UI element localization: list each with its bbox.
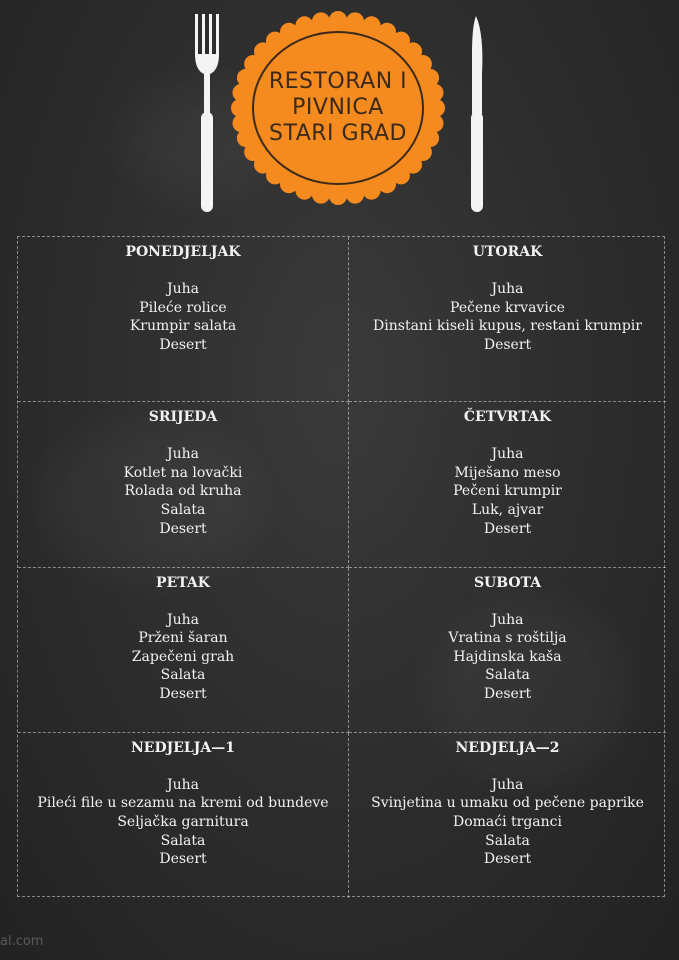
day-cell-nedjelja-1	[18, 733, 349, 898]
dish-item: Pečeni krumpir	[453, 483, 562, 500]
dish-item: Desert	[483, 851, 532, 868]
dish-item: Prženi šaran	[138, 630, 228, 647]
dish-item: Juha	[491, 281, 524, 297]
dish-item: Svinjetina u umaku od pečene paprike	[371, 795, 644, 812]
dish-item: Juha	[491, 611, 524, 628]
dish-item: Hajdinska kaša	[453, 648, 562, 665]
dish-item: Rolada od kruha	[124, 483, 242, 500]
day-cell-utorak	[349, 237, 666, 402]
dish-item: Miješano meso	[454, 464, 561, 481]
dish-item: Luk, ajvar	[471, 502, 544, 519]
day-name: UTORAK	[472, 244, 543, 260]
dish-item: Krumpir salata	[129, 318, 237, 335]
day-name: PETAK	[156, 574, 210, 591]
dish-item: Desert	[159, 520, 207, 537]
dish-item: Juha	[491, 446, 524, 463]
logo-line: STARI GRAD	[269, 121, 407, 146]
dish-item: Dinstani kiseli kupus, restani krumpir	[373, 318, 642, 335]
day-cell-cetvrtak	[349, 402, 666, 567]
day-name: NEDJELJA—1	[131, 739, 235, 756]
dish-item: Desert	[159, 851, 207, 868]
dish-item: Pileći file u sezamu na kremi od bundeve	[37, 795, 329, 812]
day-name: SUBOTA	[473, 574, 542, 591]
dish-item: Desert	[483, 685, 532, 702]
dish-item: Desert	[159, 685, 207, 702]
dish-item: Pileće rolice	[139, 299, 227, 316]
dish-item: Desert	[483, 336, 532, 353]
day-name: SRIJEDA	[148, 409, 218, 426]
fork-icon	[190, 14, 224, 216]
knife-icon	[462, 14, 492, 216]
logo-line: PIVNICA	[292, 95, 384, 120]
dish-item: Juha	[491, 776, 524, 793]
logo-line: RESTORAN I	[268, 69, 408, 94]
dish-item: Salata	[485, 667, 530, 684]
header	[0, 0, 679, 230]
day-name: PONEDJELJAK	[125, 244, 241, 260]
dish-item: Salata	[160, 502, 206, 519]
dish-item: Juha	[167, 776, 199, 793]
dish-item: Domaći trganci	[452, 813, 562, 830]
dish-item: Salata	[160, 667, 206, 684]
weekly-menu-table	[17, 236, 665, 897]
dish-item: Juha	[167, 611, 199, 628]
dish-item: Vratina s roštilja	[448, 630, 567, 647]
dish-item: Desert	[159, 336, 207, 353]
dish-item: Salata	[485, 832, 530, 849]
dish-item: Desert	[483, 520, 532, 537]
day-cell-srijeda	[18, 402, 349, 567]
logo-text	[228, 8, 448, 208]
dish-item: Salata	[160, 832, 206, 849]
dish-item: Juha	[167, 446, 199, 463]
day-cell-subota	[349, 568, 666, 733]
day-name: NEDJELJA—2	[455, 739, 560, 756]
day-cell-nedjelja-2	[349, 733, 666, 898]
day-name: ČETVRTAK	[463, 409, 552, 426]
watermark: al.com	[0, 934, 44, 949]
dish-item: Seljačka garnitura	[117, 813, 249, 830]
day-cell-petak	[18, 568, 349, 733]
dish-item: Kotlet na lovački	[123, 464, 243, 481]
day-cell-ponedjeljak	[18, 237, 349, 402]
dish-item: Juha	[167, 281, 199, 297]
dish-item: Zapečeni grah	[131, 648, 235, 665]
dish-item: Pečene krvavice	[450, 299, 565, 316]
